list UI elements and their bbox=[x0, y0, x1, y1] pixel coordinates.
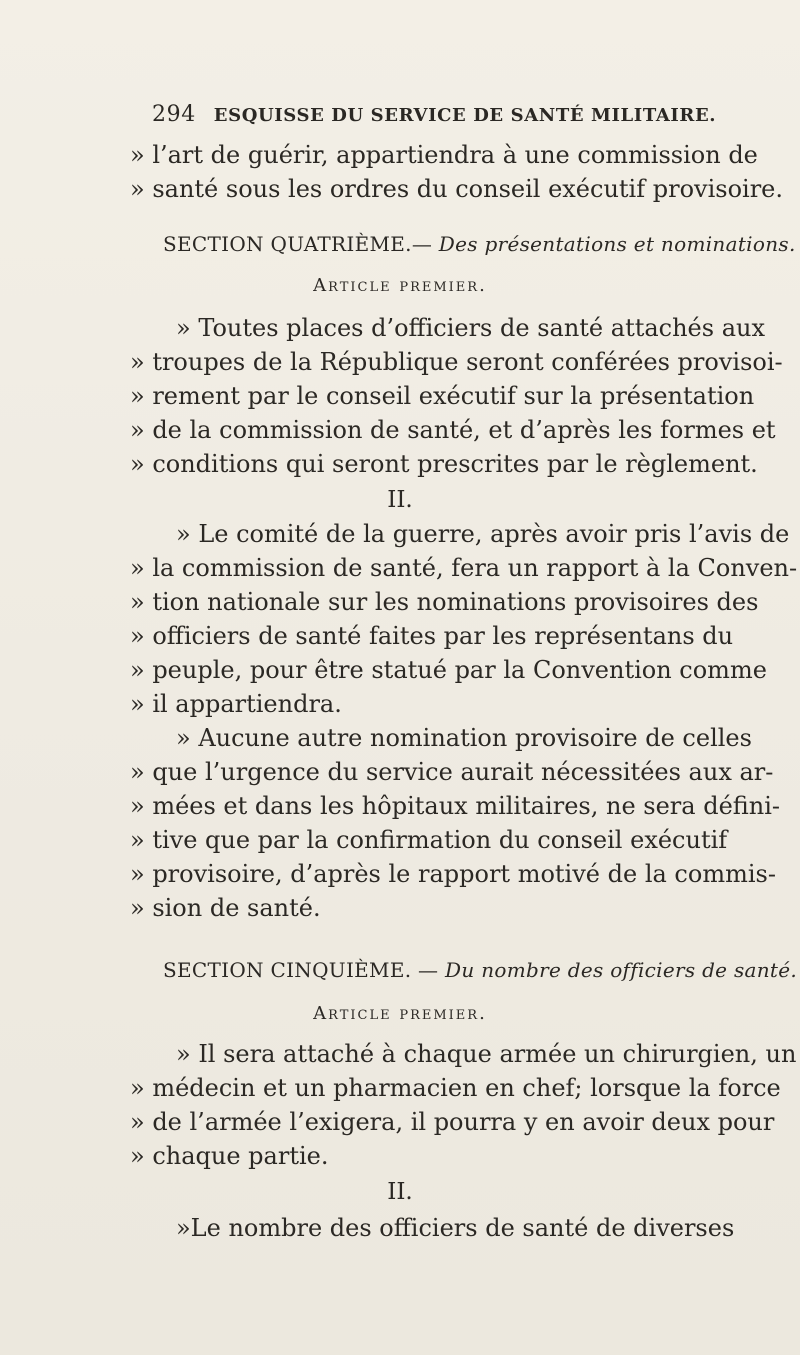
text-line: » chaque partie. bbox=[130, 1142, 329, 1170]
text-line: » médecin et un pharmacien en chef; lorsque la force bbox=[130, 1074, 781, 1102]
text-line: » conditions qui seront prescrites par le règlement. bbox=[130, 450, 758, 478]
article-label: II. bbox=[387, 487, 413, 513]
section-subtitle: Des présentations et nominations. bbox=[438, 232, 796, 256]
article-label: Article premier. bbox=[313, 275, 487, 296]
text-line: » Aucune autre nomination provisoire de celles bbox=[176, 724, 752, 752]
text-line: » rement par le conseil exécutif sur la présentation bbox=[130, 382, 755, 410]
article-label: II. bbox=[387, 1179, 413, 1205]
text-line: » mées et dans les hôpitaux militaires, ne sera défini- bbox=[130, 792, 781, 820]
text-line: » de la commission de santé, et d’après les formes et bbox=[130, 416, 776, 444]
section-subtitle: Du nombre des officiers de santé. bbox=[445, 958, 798, 982]
text-line: » il appartiendra. bbox=[130, 690, 342, 718]
text-line: » l’art de guérir, appartiendra à une commission de bbox=[130, 141, 758, 169]
section-title: SECTION CINQUIÈME. — bbox=[163, 958, 439, 982]
running-head-title: ESQUISSE DU SERVICE DE SANTÉ MILITAIRE. bbox=[213, 105, 717, 126]
text-line: » santé sous les ordres du conseil exécutif provisoire. bbox=[130, 175, 784, 203]
running-head bbox=[152, 102, 732, 127]
text-line: » Toutes places d’officiers de santé attachés aux bbox=[176, 314, 766, 342]
article-label: Article premier. bbox=[313, 1003, 487, 1024]
text-line: » troupes de la République seront conférées provisoi- bbox=[130, 348, 783, 376]
section-heading bbox=[163, 958, 798, 982]
section-heading bbox=[163, 232, 796, 256]
text-line: » peuple, pour être statué par la Convention comme bbox=[130, 656, 767, 684]
text-line: » que l’urgence du service aurait nécessitées aux ar- bbox=[130, 758, 774, 786]
text-line: » tive que par la confirmation du conseil exécutif bbox=[130, 826, 728, 854]
text-line: » sion de santé. bbox=[130, 894, 321, 922]
page-number: 294 bbox=[152, 102, 196, 127]
text-line: » Il sera attaché à chaque armée un chirurgien, un bbox=[176, 1040, 797, 1068]
text-line: » la commission de santé, fera un rapport à la Conven- bbox=[130, 554, 798, 582]
text-line: » officiers de santé faites par les représentans du bbox=[130, 622, 734, 650]
text-line: » Le comité de la guerre, après avoir pris l’avis de bbox=[176, 520, 790, 548]
text-line: » tion nationale sur les nominations provisoires des bbox=[130, 588, 759, 616]
section-title: SECTION QUATRIÈME.— bbox=[163, 232, 433, 256]
text-line: » de l’armée l’exigera, il pourra y en avoir deux pour bbox=[130, 1108, 775, 1136]
text-line: »Le nombre des officiers de santé de diverses bbox=[176, 1214, 735, 1242]
text-line: » provisoire, d’après le rapport motivé de la commis- bbox=[130, 860, 776, 888]
